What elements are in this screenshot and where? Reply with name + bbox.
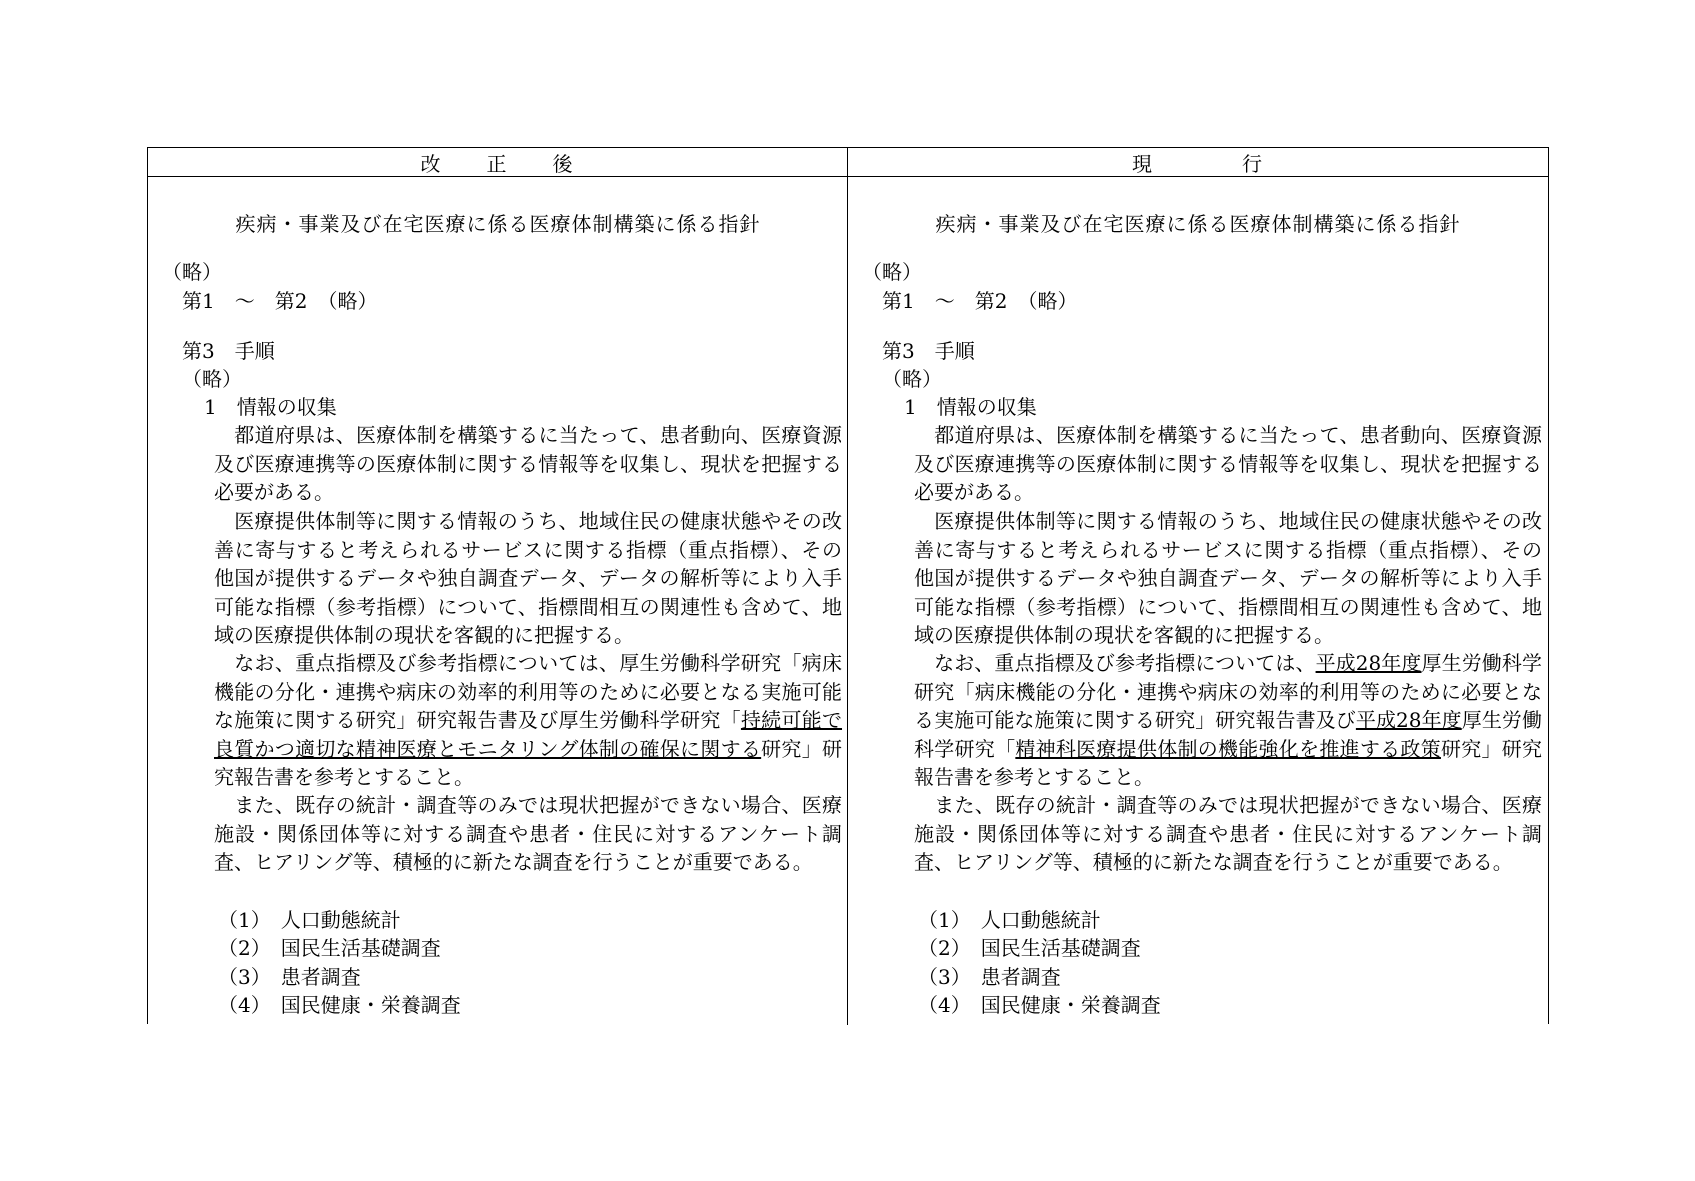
paragraph-3 bbox=[914, 649, 1542, 792]
list-item: （2） 国民生活基礎調査 bbox=[918, 936, 1141, 960]
section-3-heading: 第3 手順 bbox=[882, 339, 975, 363]
amended-text: 持続可能で良質かつ適切な精神医療とモニタリング体制の確保に関する bbox=[214, 708, 843, 761]
paragraph-4: また、既存の統計・調査等のみでは現状把握ができない場合、医療施設・関係団体等に対する調査や患者・住民に対するアンケート調査、ヒアリング等、積極的に新たな調査を行うことが重要である。 bbox=[914, 793, 1542, 874]
omit-note: （略） bbox=[162, 260, 222, 284]
omit-note: （略） bbox=[182, 367, 242, 391]
omit-note: （略） bbox=[862, 260, 922, 284]
list-item: （1） 人口動態統計 bbox=[918, 908, 1101, 932]
list-item: （4） 国民健康・栄養調査 bbox=[218, 993, 461, 1017]
column-current bbox=[848, 177, 1548, 1025]
section-1-2: 第1 ～ 第2 （略） bbox=[882, 289, 1078, 313]
paragraph-3 bbox=[214, 649, 842, 792]
list-item: （3） 患者調査 bbox=[918, 965, 1061, 989]
text-span: 研究」研究報告書を参考とすること。 bbox=[214, 736, 842, 789]
document-title: 疾病・事業及び在宅医療に係る医療体制構築に係る指針 bbox=[235, 212, 761, 236]
omit-note: （略） bbox=[882, 367, 942, 391]
text-span: なお、重点指標及び参考指標については、厚生労働科学研究「病床機能の分化・連携や病床の効率的利用等のために必要となる実施可能な施策に関する研究」研究報告書及び厚生労働科学研究「 bbox=[214, 651, 842, 732]
item-1-heading: 1 情報の収集 bbox=[904, 395, 1037, 419]
amended-text: 平成28年度 bbox=[1315, 651, 1422, 675]
paragraph-4: また、既存の統計・調査等のみでは現状把握ができない場合、医療施設・関係団体等に対する調査や患者・住民に対するアンケート調査、ヒアリング等、積極的に新たな調査を行うことが重要である。 bbox=[214, 793, 842, 874]
header-current: 現 行 bbox=[848, 148, 1548, 177]
paragraph-2: 医療提供体制等に関する情報のうち、地域住民の健康状態やその改善に寄与すると考えられるサービスに関する指標（重点指標）、その他国が提供するデータや独自調査データ、データの解析等により入手可能な指標（参考指標）について、指標間相互の関連性も含めて、地域の医療提供体制の現状を客観的に把握する。 bbox=[914, 509, 1542, 647]
list-item: （1） 人口動態統計 bbox=[218, 908, 401, 932]
list-item: （3） 患者調査 bbox=[218, 965, 361, 989]
paragraph-2: 医療提供体制等に関する情報のうち、地域住民の健康状態やその改善に寄与すると考えられるサービスに関する指標（重点指標）、その他国が提供するデータや独自調査データ、データの解析等により入手可能な指標（参考指標）について、指標間相互の関連性も含めて、地域の医療提供体制の現状を客観的に把握する。 bbox=[214, 509, 842, 647]
list-item: （4） 国民健康・栄養調査 bbox=[918, 993, 1161, 1017]
comparison-table bbox=[147, 147, 1549, 1024]
text-span: 研究」研究報告書を参考とすること。 bbox=[914, 736, 1543, 789]
text-span: 厚生労働科学研究「 bbox=[914, 708, 1543, 761]
header-revised: 改 正 後 bbox=[148, 148, 848, 177]
column-revised bbox=[148, 177, 848, 1025]
section-3-heading: 第3 手順 bbox=[182, 339, 275, 363]
paragraph-1: 都道府県は、医療体制を構築するに当たって、患者動向、医療資源及び医療連携等の医療体制に関する情報等を収集し、現状を把握する必要がある。 bbox=[914, 423, 1542, 504]
text-span: なお、重点指標及び参考指標については、 bbox=[914, 651, 1316, 675]
document-title: 疾病・事業及び在宅医療に係る医療体制構築に係る指針 bbox=[935, 212, 1461, 236]
paragraph-1: 都道府県は、医療体制を構築するに当たって、患者動向、医療資源及び医療連携等の医療体制に関する情報等を収集し、現状を把握する必要がある。 bbox=[214, 423, 842, 504]
section-1-2: 第1 ～ 第2 （略） bbox=[182, 289, 378, 313]
text-span: 厚生労働科学研究「病床機能の分化・連携や病床の効率的利用等のために必要となる実施可能な施策に関する研究」研究報告書及び bbox=[914, 651, 1543, 732]
list-item: （2） 国民生活基礎調査 bbox=[218, 936, 441, 960]
item-1-heading: 1 情報の収集 bbox=[204, 395, 337, 419]
amended-text: 平成28年度 bbox=[1355, 708, 1462, 732]
amended-text: 精神科医療提供体制の機能強化を推進する政策 bbox=[1015, 736, 1441, 761]
